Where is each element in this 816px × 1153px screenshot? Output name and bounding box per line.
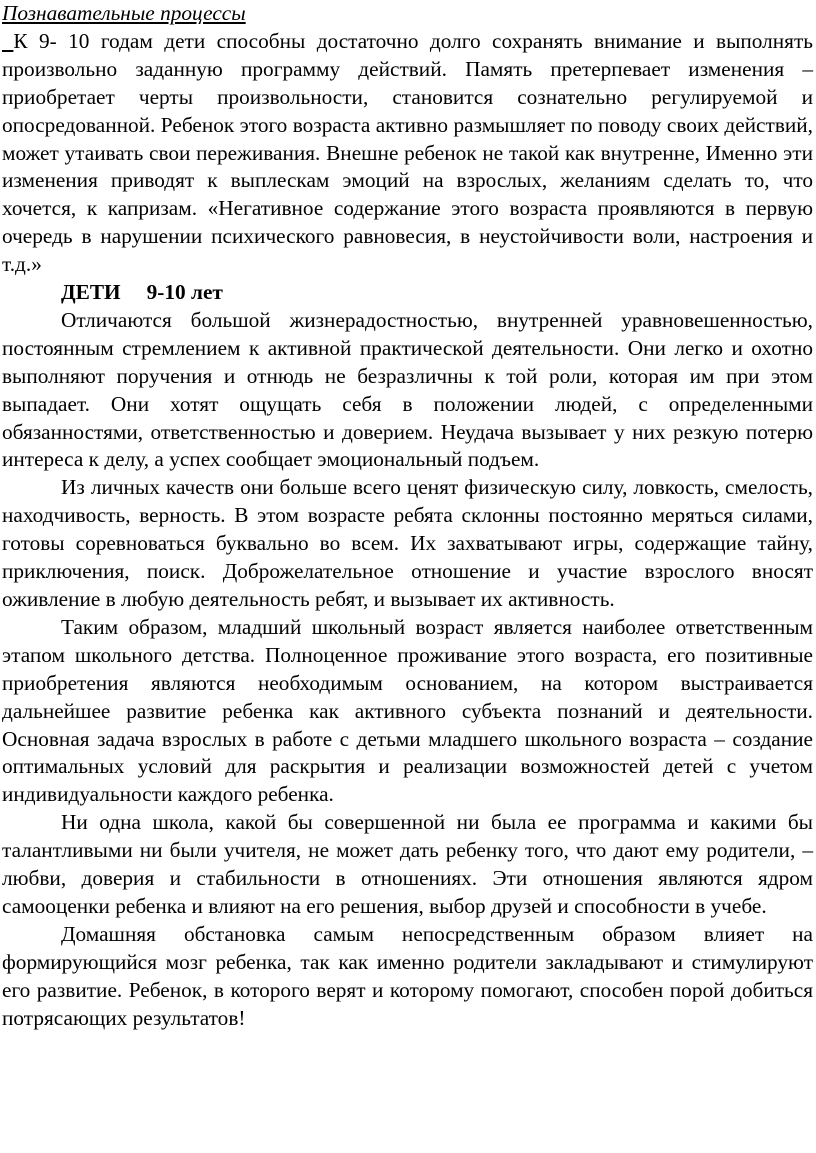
section-title: Познавательные процессы <box>2 1 246 25</box>
paragraph-parents-role: Ни одна школа, какой бы совершенной ни была ее программа и какими бы талантливыми ни были учителя, не может дать ребенку того, что дают ему родители, – любви, доверия и стабильности в отношениях. Эти отношения являются ядром самооценки ребенка и влияют на его решения, выбор друзей и способности в учебе. <box>2 810 813 918</box>
age-group-range: 9-10 лет <box>146 280 223 305</box>
paragraph-home-environment: Домашняя обстановка самым непосредственным образом влияет на формирующийся мозг ребенка, так как именно родители закладывают и стимулируют его развитие. Ребенок, в которого верят и которому помогают, способен порой добиться потрясающих результатов! <box>2 921 813 1030</box>
intro-paragraph <box>2 28 813 279</box>
intro-paragraph-text: К 9- 10 годам дети способны достаточно долго сохранять внимание и выполнять произвольно заданную программу действий. Память претерпевает изменения – приобретает черты произвольности, становится сознательно регулируемой и опосредованной. Ребенок этого возраста активно размышляет по поводу своих действий, может утаивать свои переживания. Внешне ребенок не такой как внутренне, Именно эти изменения приводят к выплескам эмоций на взрослых, желаниям сделать то, что хочется, к капризам. «Негативное содержание этого возраста проявляются в первую очередь в нарушении психического равновесия, в неустойчивости воли, настроения и т.д.» <box>2 28 813 277</box>
paragraph-traits: Отличаются большой жизнерадостностью, внутренней уравновешенностью, постоянным стремлением к активной практической деятельности. Они легко и охотно выполняют поручения и отнюдь не безразличны к той роли, которая им при этом выпадает. Они хотят ощущать себя в положении людей, с определенными обязанностями, ответственностью и доверием. Неудача вызывает у них резкую потерю интереса к делу, а успех сообщает эмоциональный подъем. <box>2 307 813 472</box>
age-group-heading <box>2 279 813 307</box>
paragraph-personal-qualities: Из личных качеств они больше всего ценят физическую силу, ловкость, смелость, находчивость, верность. В этом возрасте ребята склонны постоянно меряться силами, готовы соревноваться буквально во всем. Их захватывают игры, содержащие тайну, приключения, поиск. Доброжелательное отношение и участие взрослого вносят оживление в любую деятельность ребят, и вызывает их активность. <box>2 475 813 611</box>
paragraph-conclusion: Таким образом, младший школьный возраст является наиболее ответственным этапом школьного детства. Полноценное проживание этого возраста, его позитивные приобретения являются необходимым основанием, на котором выстраивается дальнейшее развитие ребенка как активного субъекта познаний и деятельности. Основная задача взрослых в работе с детьми младшего школьного возраста – создание оптимальных условий для раскрытия и реализации возможностей детей с учетом индивидуальности каждого ребенка. <box>2 614 813 807</box>
leading-underline-mark <box>2 29 13 53</box>
age-group-label: ДЕТИ <box>61 280 121 305</box>
